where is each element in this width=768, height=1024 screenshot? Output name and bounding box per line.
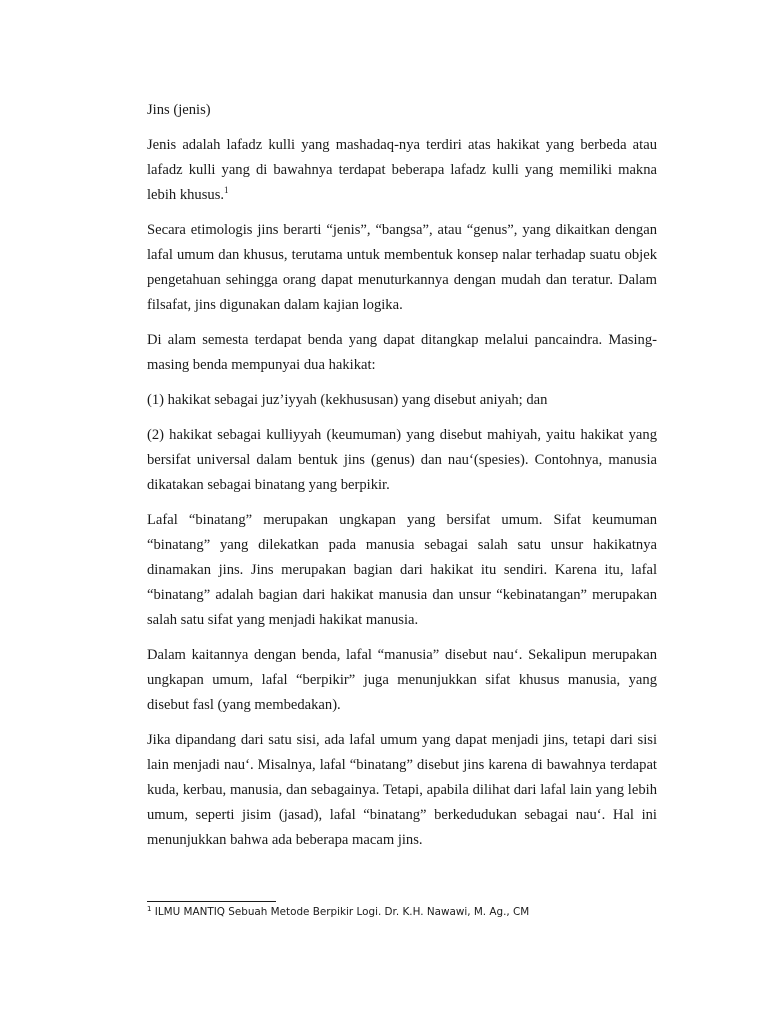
footnote-number: 1 <box>147 905 152 913</box>
paragraph-hakikat-2: (2) hakikat sebagai kulliyyah (keumuman) yang disebut mahiyah, yaitu hakikat yang bersifat universal dalam bentuk jins (genus) dan nau‘(spesies). Contohnya, manusia dikatakan sebagai binatang yang berpikir. <box>147 427 657 493</box>
paragraph-jins-types: Jika dipandang dari satu sisi, ada lafal umum yang dapat menjadi jins, tetapi dari sisi lain menjadi nau‘. Misalnya, lafal “binatang” disebut jins karena di bawahnya terdapat kuda, kerbau, manusia, dan sebagainya. Tetapi, apabila dilihat dari lafal lain yang lebih umum, seperti jisim (jasad), lafal “binatang” berkedudukan sebagai nau‘. Hal ini menunjukkan bahwa ada beberapa macam jins. <box>147 732 657 848</box>
paragraph-binatang: Lafal “binatang” merupakan ungkapan yang bersifat umum. Sifat keumuman “binatang” yang dilekatkan pada manusia sebagai salah satu unsur hakikatnya dinamakan jins. Jins merupakan bagian dari hakikat itu sendiri. Karena itu, lafal “binatang” adalah bagian dari hakikat manusia dan unsur “kebinatangan” merupakan salah satu sifat yang menjadi hakikat manusia. <box>147 512 657 628</box>
footnote <box>147 905 667 919</box>
footnote-separator <box>147 901 276 902</box>
footnote-text: ILMU MANTIQ Sebuah Metode Berpikir Logi. Dr. K.H. Nawawi, M. Ag., CM <box>154 906 530 918</box>
paragraph-etymology: Secara etimologis jins berarti “jenis”, “bangsa”, atau “genus”, yang dikaitkan dengan lafal umum dan khusus, terutama untuk membentuk konsep nalar terhadap suatu objek pengetahuan sehingga orang dapat menuturkannya dengan mudah dan teratur. Dalam filsafat, jins digunakan dalam kajian logika. <box>147 222 657 313</box>
paragraph-manusia: Dalam kaitannya dengan benda, lafal “manusia” disebut nau‘. Sekalipun merupakan ungkapan umum, lafal “berpikir” juga menunjukkan sifat khusus manusia, yang disebut fasl (yang membedakan). <box>147 647 657 713</box>
section-title: Jins (jenis) <box>147 102 211 118</box>
paragraph-hakikat-1: (1) hakikat sebagai juz’iyyah (kekhususan) yang disebut aniyah; dan <box>147 392 548 408</box>
footnote-reference: 1 <box>224 185 229 195</box>
paragraph-definition-text: Jenis adalah lafadz kulli yang mashadaq-nya terdiri atas hakikat yang berbeda atau lafadz kulli yang di bawahnya terdapat beberapa lafadz kulli yang memiliki makna lebih khusus. <box>147 137 657 203</box>
paragraph-definition <box>147 133 657 208</box>
paragraph-nature: Di alam semesta terdapat benda yang dapat ditangkap melalui pancaindra. Masing-masing benda mempunyai dua hakikat: <box>147 332 657 373</box>
document-body <box>147 98 657 863</box>
